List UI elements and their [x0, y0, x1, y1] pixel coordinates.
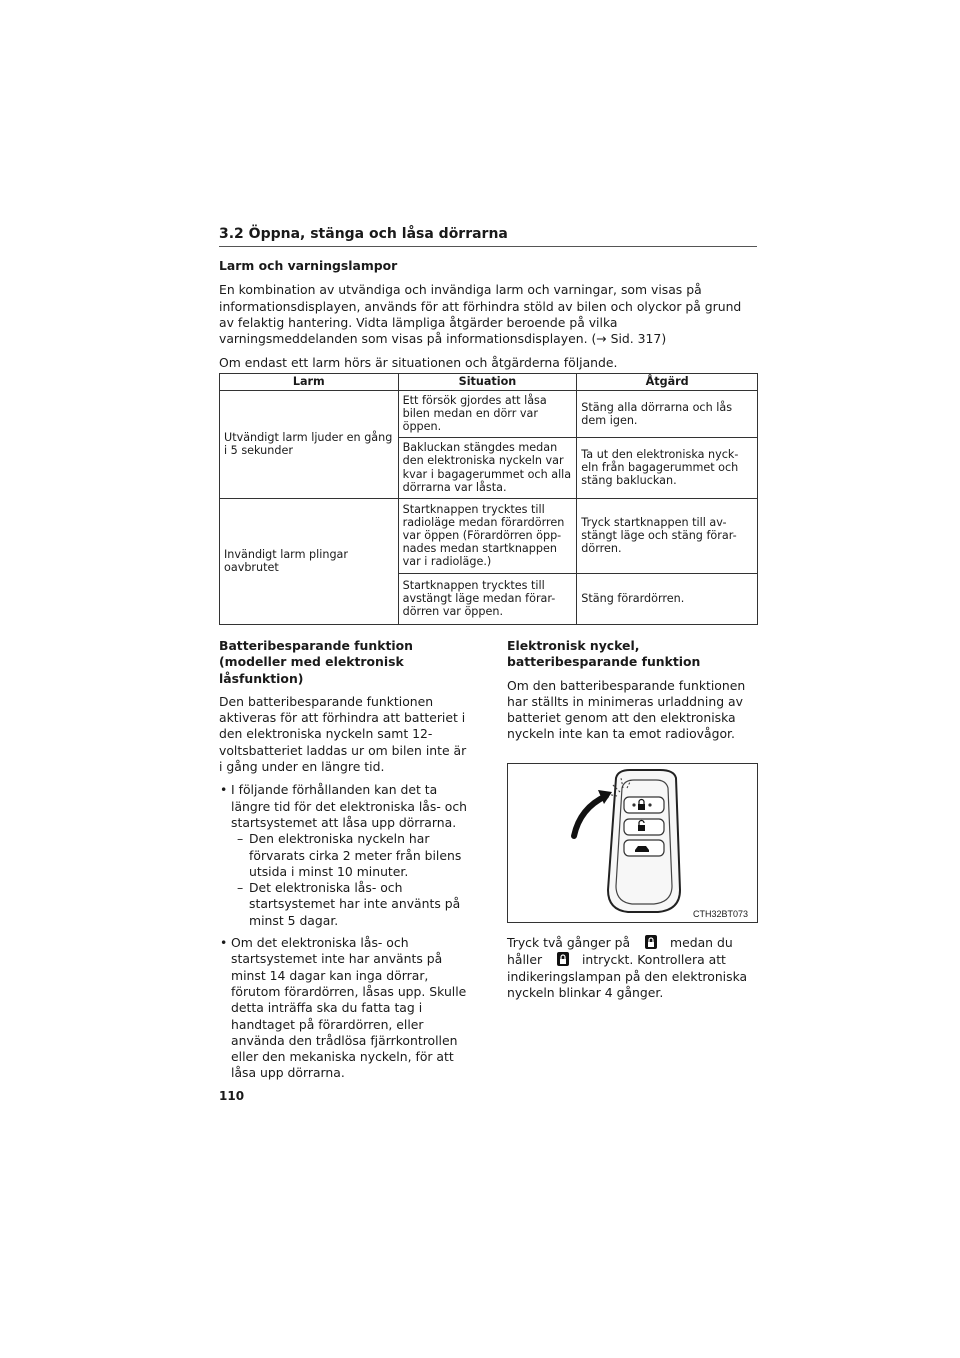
table-intro: Om endast ett larm hörs är situationen och åtgärderna följande.: [219, 355, 618, 371]
header-situation: Situation: [398, 374, 577, 391]
figure-caption: [507, 934, 757, 1001]
situation-cell: Bakluckan stängdes medan den elektroniska nyckeln var kvar i bagagerummet och alla dörrarna var låsta.: [398, 437, 577, 498]
dash-text: Det elektroniska lås- och startsystemet har inte använts på minst 5 dagar.: [249, 880, 461, 928]
caption-text-3: intryckt. Kontrollera att indikeringslampan på den elektroniska nyckeln blinkar 4 gånger.: [507, 952, 748, 1000]
larm-cell: Utvändigt larm ljuder en gång i 5 sekunder: [220, 391, 399, 499]
bullet-dot: •: [220, 782, 228, 798]
situation-cell: Ett försök gjordes att låsa bilen medan en dörr var öppen.: [398, 391, 577, 438]
figure-code: CTH32BT073: [692, 909, 748, 919]
bullet-dot: •: [220, 935, 228, 951]
table-row: [220, 391, 758, 438]
bullet-text: I följande förhållanden kan det ta längre tid för det elektroniska lås- och startsystemet att låsa upp dörrarna.: [231, 782, 468, 830]
atgard-cell: Ta ut den elektroniska nyck-eln från bagagerummet och stäng bakluckan.: [577, 437, 758, 498]
dash-mark: –: [237, 831, 244, 847]
atgard-cell: Tryck startknappen till av-stängt läge och stäng förar-dörren.: [577, 498, 758, 573]
key-section: [507, 638, 757, 743]
dash-mark: –: [237, 880, 244, 896]
key-fob-illustration: [507, 763, 758, 923]
lock-button-icon: [556, 951, 570, 967]
battery-heading: Batteribesparande funktion (modeller med elektronisk låsfunktion): [219, 638, 413, 686]
key-intro: Om den batteribesparande funktionen har ställts in minimeras urladdning av batteriet genom att den elektroniska nyckeln inte kan ta emot radiovågor.: [507, 677, 746, 742]
caption-text-2: medan du håller: [507, 935, 733, 968]
battery-section: [219, 638, 469, 1088]
alarm-intro: En kombination av utvändiga och invändiga larm och varningar, som visas på informationsdisplayen, används för att förhindra stöld av bilen och olyckor på grund av felaktig hantering. Vidta lämpliga åtgärder beroende på vilka varningsmeddelanden som visas på informationsdisplayen. (→ Sid. 317): [219, 282, 742, 347]
page-number: 110: [219, 1089, 245, 1103]
header-larm: Larm: [220, 374, 399, 391]
header-atgard: Åtgärd: [577, 374, 758, 391]
bullet-text: Om det elektroniska lås- och startsystemet inte har använts på minst 14 dagar kan inga dörrar, förutom förardörren, låsas upp. Skulle detta inträffa ska du fatta tag i handtaget på förardörren, eller använda den trådlösa fjärrkontrollen eller den mekaniska nyckeln, för att låsa upp dörrarna.: [231, 935, 467, 1081]
dash-text: Den elektroniska nyckeln har förvarats cirka 2 meter från bilens utsida i minst 10 minuter.: [249, 831, 462, 879]
atgard-cell: Stäng alla dörrarna och lås dem igen.: [577, 391, 758, 438]
larm-cell: Invändigt larm plingar oavbrutet: [220, 498, 399, 624]
situation-cell: Startknappen trycktes till avstängt läge medan förar-dörren var öppen.: [398, 573, 577, 624]
key-heading: Elektronisk nyckel, batteribesparande funktion: [507, 638, 701, 670]
atgard-cell: Stäng förardörren.: [577, 573, 758, 624]
section-title: 3.2 Öppna, stänga och låsa dörrarna: [219, 226, 757, 247]
alarm-table: [219, 373, 758, 625]
situation-cell: Startknappen trycktes till radioläge medan förardörren var öppen (Förardörren öpp-nades medan startknappen var i radioläge.): [398, 498, 577, 573]
alarm-section: [219, 258, 759, 372]
battery-bullets: [219, 782, 469, 1081]
table-row: [220, 498, 758, 573]
list-item: [219, 880, 469, 929]
list-item: [219, 935, 469, 1082]
table-header-row: [220, 374, 758, 391]
battery-intro: Den batteribesparande funktionen aktiveras för att förhindra att batteriet i den elektroniska nyckeln samt 12-voltsbatteriet laddas ur om bilen inte är i gång under en längre tid.: [219, 693, 467, 775]
alarm-heading: Larm och varningslampor: [219, 258, 398, 273]
caption-text-1: Tryck två gånger på: [507, 935, 631, 950]
key-fob-icon: [508, 764, 757, 922]
list-item: [219, 831, 469, 880]
list-item: [219, 782, 469, 929]
lock-button-icon: [644, 934, 658, 950]
